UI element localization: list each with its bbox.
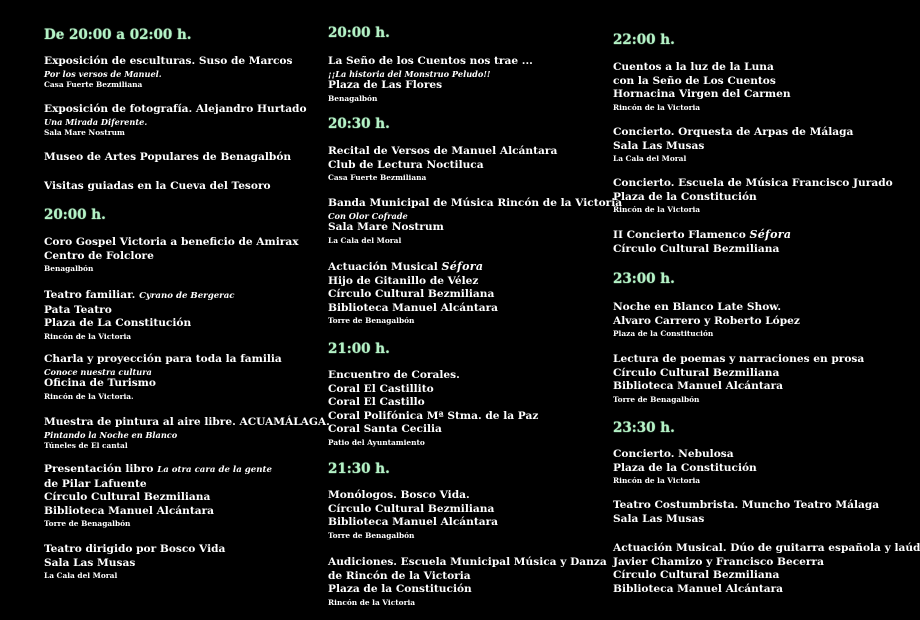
event-item	[613, 542, 920, 596]
event-line: Coral El Castillo	[328, 396, 425, 409]
event-venue: Rincón de la Victoria	[328, 597, 416, 607]
event-title	[328, 260, 498, 275]
event-item	[44, 416, 330, 451]
event-title-italic: Séfora	[749, 228, 792, 241]
event-line: Círculo Cultural Bezmiliana	[44, 491, 211, 504]
event-item	[44, 543, 225, 581]
event-title	[44, 289, 235, 304]
event-title: Coro Gospel Victoria a beneficio de Amirax	[44, 236, 299, 248]
event-venue: Casa Fuerte Bezmiliana	[44, 80, 143, 89]
event-subtitle: Pintando la Noche en Blanco	[44, 429, 178, 440]
event-item	[44, 180, 271, 194]
event-item	[44, 151, 291, 165]
event-title: Actuación Musical. Dúo de guitarra española y laúd	[613, 542, 920, 554]
event-title: Exposición de fotografía. Alejandro Hurtado	[44, 103, 307, 115]
event-line: Pata Teatro	[44, 303, 112, 316]
event-line: Plaza de la Constitución	[613, 190, 757, 203]
event-title-italic: Séfora	[441, 260, 484, 273]
event-line: Plaza de La Constitución	[44, 317, 192, 330]
event-line: Javier Chamizo y Francisco Becerra	[613, 555, 824, 568]
event-item	[613, 353, 864, 405]
event-venue: Patio del Ayuntamiento	[328, 437, 425, 447]
event-title: Exposición de esculturas. Suso de Marcos	[44, 55, 293, 67]
event-title: Monólogos. Bosco Vida.	[328, 489, 470, 501]
event-line: Círculo Cultural Bezmiliana	[613, 366, 780, 379]
event-title: Charla y proyección para toda la familia	[44, 353, 282, 365]
event-venue: Benagalbón	[328, 93, 378, 103]
event-item	[44, 55, 292, 90]
time-heading: 23:00 h.	[613, 271, 675, 287]
event-title-text: II Concierto Flamenco	[613, 229, 750, 241]
event-venue: Torre de Benagalbón	[328, 316, 415, 326]
event-title-text: Teatro familiar.	[44, 289, 140, 301]
event-line: Coral Santa Cecilia	[328, 423, 442, 436]
event-title	[44, 463, 272, 478]
event-item	[44, 236, 299, 274]
event-line: Biblioteca Manuel Alcántara	[613, 582, 784, 595]
event-line: con la Seño de Los Cuentos	[613, 74, 776, 87]
event-line: Hornacina Virgen del Carmen	[613, 88, 791, 101]
event-item	[613, 177, 893, 215]
event-line: Hijo de Gitanillo de Vélez	[328, 274, 479, 287]
event-venue: Rincón de la Victoria.	[44, 391, 134, 401]
event-line: Círculo Cultural Bezmiliana	[613, 242, 780, 255]
event-line: Círculo Cultural Bezmiliana	[328, 288, 495, 301]
time-heading: 22:00 h.	[613, 32, 675, 48]
event-venue: Benagalbón	[44, 264, 94, 274]
event-line: Alvaro Carrero y Roberto López	[613, 314, 800, 327]
event-item	[613, 448, 757, 486]
event-title-italic: Cyrano de Bergerac	[139, 291, 235, 301]
event-line: Biblioteca Manuel Alcántara	[613, 380, 784, 393]
event-venue: Rincón de la Victoria	[44, 331, 132, 341]
event-line: Oficina de Turismo	[44, 377, 156, 389]
event-venue: La Cala del Moral	[44, 571, 118, 581]
event-venue: La Cala del Moral	[328, 235, 402, 245]
time-heading: 21:30 h.	[328, 461, 390, 477]
event-item	[613, 126, 853, 164]
event-line: Plaza de Las Flores	[328, 79, 443, 91]
event-line: Círculo Cultural Bezmiliana	[613, 569, 780, 582]
event-line: Sala Las Musas	[613, 512, 705, 525]
event-venue: Casa Fuerte Bezmiliana	[328, 173, 427, 183]
event-venue: La Cala del Moral	[613, 154, 687, 164]
event-subtitle: Una Mirada Diferente.	[44, 116, 148, 127]
event-venue: Sala Mare Nostrum	[44, 128, 125, 137]
event-line: Coral Polifónica Mª Stma. de la Paz	[328, 409, 539, 422]
event-title: Cuentos a la luz de la Luna	[613, 61, 774, 73]
event-line: Plaza de la Constitución	[613, 461, 757, 474]
event-venue: Rincón de la Victoria	[613, 102, 701, 112]
event-item	[328, 260, 498, 326]
time-heading: 23:30 h.	[613, 420, 675, 436]
event-line: Centro de Folclore	[44, 249, 154, 262]
event-line: Sala Las Musas	[613, 139, 705, 152]
event-title: Visitas guiadas en la Cueva del Tesoro	[44, 180, 271, 192]
event-item	[613, 228, 791, 256]
event-venue: Plaza de la Constitución	[613, 329, 714, 339]
event-title: Lectura de poemas y narraciones en prosa	[613, 353, 865, 365]
event-title-text: Presentación libro	[44, 463, 158, 475]
event-title: Noche en Blanco Late Show.	[613, 301, 782, 313]
event-item	[328, 55, 533, 104]
event-line: Club de Lectura Noctiluca	[328, 158, 484, 171]
event-line: de Rincón de la Victoria	[328, 569, 471, 582]
event-venue: Túneles de El cantal	[44, 441, 128, 450]
event-title: Teatro dirigido por Bosco Vida	[44, 543, 226, 555]
time-heading: 21:00 h.	[328, 341, 390, 357]
event-title: Concierto. Nebulosa	[613, 448, 734, 460]
event-title: Teatro Costumbrista. Muncho Teatro Málaga	[613, 499, 880, 511]
event-subtitle: Con Olor Cofrade	[328, 210, 408, 221]
event-title-italic: La otra cara de la gente	[157, 465, 272, 475]
time-heading: 20:00 h.	[44, 207, 106, 223]
event-line: Sala Las Musas	[44, 556, 136, 569]
event-title: Recital de Versos de Manuel Alcántara	[328, 145, 558, 157]
event-item	[328, 145, 557, 183]
event-line: Biblioteca Manuel Alcántara	[328, 516, 499, 529]
event-item	[613, 61, 791, 113]
event-title: Muestra de pintura al aire libre. ACUAMÁLAGA.	[44, 416, 330, 428]
time-heading: 20:30 h.	[328, 116, 390, 132]
event-title	[613, 228, 791, 243]
event-venue: Torre de Benagalbón	[613, 394, 700, 404]
event-venue: Torre de Benagalbón	[44, 519, 131, 529]
event-venue: Rincón de la Victoria	[613, 476, 701, 486]
event-item	[44, 289, 235, 342]
event-item	[328, 369, 538, 448]
event-item	[44, 103, 307, 138]
event-title: Concierto. Escuela de Música Francisco Jurado	[613, 177, 893, 189]
event-venue: Rincón de la Victoria	[613, 205, 701, 215]
event-item	[613, 499, 879, 526]
event-line: Plaza de la Constitución	[328, 583, 472, 596]
event-item	[44, 353, 282, 402]
event-title: Museo de Artes Populares de Benagalbón	[44, 151, 292, 163]
event-title-text: Actuación Musical	[328, 261, 442, 273]
event-venue: Torre de Benagalbón	[328, 530, 415, 540]
event-title: Encuentro de Corales.	[328, 369, 460, 381]
event-item	[613, 301, 800, 339]
event-title: Banda Municipal de Música Rincón de la Victoria	[328, 197, 623, 209]
event-item	[328, 197, 622, 246]
event-line: Sala Mare Nostrum	[328, 221, 444, 233]
event-title: Concierto. Orquesta de Arpas de Málaga	[613, 126, 854, 138]
event-item	[328, 556, 607, 608]
event-line: Biblioteca Manuel Alcántara	[44, 504, 215, 517]
event-line: Coral El Castillito	[328, 382, 434, 395]
event-item	[44, 463, 272, 529]
time-heading: 20:00 h.	[328, 25, 390, 41]
event-title: Audiciones. Escuela Municipal Música y Danza	[328, 556, 607, 568]
event-line: Círculo Cultural Bezmiliana	[328, 502, 495, 515]
event-title: La Seño de los Cuentos nos trae ...	[328, 55, 533, 67]
event-subtitle: Por los versos de Manuel.	[44, 68, 162, 79]
event-line: de Pilar Lafuente	[44, 477, 147, 490]
event-subtitle: Conoce nuestra cultura	[44, 366, 152, 377]
event-item	[328, 489, 498, 541]
event-line: Biblioteca Manuel Alcántara	[328, 301, 499, 314]
event-subtitle: ¡¡La historia del Monstruo Peludo!!	[328, 68, 491, 79]
time-heading: De 20:00 a 02:00 h.	[44, 27, 192, 43]
